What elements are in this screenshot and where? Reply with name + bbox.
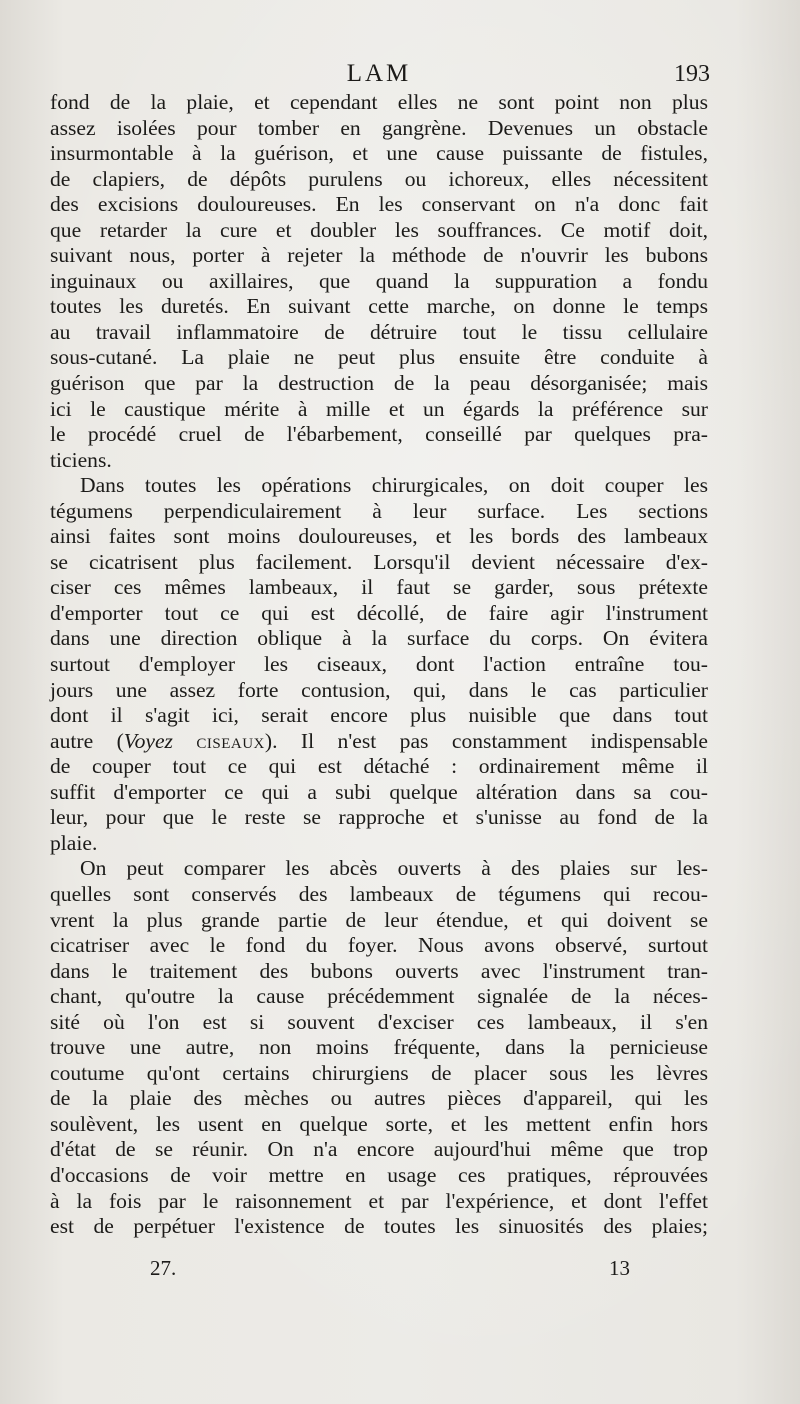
text-line: ciser ces mêmes lambeaux, il faut se garder, sous prétexte	[50, 575, 708, 600]
text-line: On peut comparer les abcès ouverts à des plaies sur les-	[80, 856, 708, 881]
text-line: sous-cutané. La plaie ne peut plus ensuite être conduite à	[50, 345, 708, 370]
text-line: ticiens.	[50, 447, 112, 472]
gathering-mark: 13	[609, 1256, 630, 1280]
text-line: à la fois par le raisonnement et par l'expérience, et dont l'effet	[50, 1188, 708, 1213]
text-line: surtout d'employer les ciseaux, dont l'action entraîne tou-	[50, 652, 708, 677]
text-line: quelles sont conservés des lambeaux de tégumens qui recou-	[50, 881, 708, 906]
text-line: sité où l'on est si souvent d'exciser ces lambeaux, il s'en	[50, 1009, 708, 1034]
ref-before: autre (	[50, 728, 124, 753]
text-line: insurmontable à la guérison, et une cause puissante de fistules,	[50, 141, 708, 166]
text-line: inguinaux ou axillaires, que quand la suppuration a fondu	[50, 268, 708, 293]
body-text	[50, 90, 708, 1240]
text-line: d'occasions de voir mettre en usage ces pratiques, réprouvées	[50, 1162, 708, 1187]
paragraph	[50, 473, 708, 856]
running-head: LAM	[346, 60, 412, 87]
text-line: suivant nous, porter à rejeter la méthode de n'ouvrir les bubons	[50, 243, 708, 268]
page-footer	[150, 1256, 630, 1286]
text-line: fond de la plaie, et cependant elles ne sont point non plus	[50, 90, 708, 114]
text-line: tégumens perpendiculairement à leur surface. Les sections	[50, 498, 708, 523]
text-line: de couper tout ce qui est détaché : ordinairement même il	[50, 754, 708, 779]
text-line: de clapiers, de dépôts purulens ou ichoreux, elles nécessitent	[50, 166, 708, 191]
text-line: vrent la plus grande partie de leur étendue, et qui doivent se	[50, 907, 708, 932]
signature-mark: 27.	[150, 1256, 177, 1280]
text-line: assez isolées pour tomber en gangrène. Devenues un obstacle	[50, 115, 708, 140]
ciseaux-reference: ciseaux	[196, 728, 265, 753]
text-line: ici le caustique mérite à mille et un égards la préférence sur	[50, 396, 708, 421]
text-line: au travail inflammatoire de détruire tout le tissu cellulaire	[50, 319, 708, 344]
text-line: de la plaie des mèches ou autres pièces d'appareil, qui les	[50, 1086, 708, 1111]
text-line: dans une direction oblique à la surface du corps. On évitera	[50, 626, 708, 651]
ref-after: ). Il n'est pas constamment indispensable	[264, 728, 708, 753]
paragraph	[50, 856, 708, 1239]
paragraph	[50, 90, 708, 473]
text-line: soulèvent, les usent en quelque sorte, et les mettent enfin hors	[50, 1111, 708, 1136]
text-line: dans le traitement des bubons ouverts avec l'instrument tran-	[50, 958, 708, 983]
text-line: coutume qu'ont certains chirurgiens de placer sous les lèvres	[50, 1060, 708, 1085]
text-line: chant, qu'outre la cause précédemment signalée de la néces-	[50, 984, 708, 1009]
voyez-reference: Voyez	[123, 728, 173, 753]
text-line: trouve une autre, non moins fréquente, dans la pernicieuse	[50, 1035, 708, 1060]
text-line: jours une assez forte contusion, qui, dans le cas particulier	[50, 677, 708, 702]
text-line: leur, pour que le reste se rapproche et s'unisse au fond de la	[50, 805, 708, 830]
text-line: se cicatrisent plus facilement. Lorsqu'il devient nécessaire d'ex-	[50, 549, 708, 574]
text-line: guérison que par la destruction de la peau désorganisée; mais	[50, 371, 708, 396]
text-line: d'emporter tout ce qui est décollé, de faire agir l'instrument	[50, 600, 708, 625]
text-line: Dans toutes les opérations chirurgicales, on doit couper les	[80, 473, 708, 498]
text-line-with-reference	[50, 729, 708, 755]
text-line: toutes les duretés. En suivant cette marche, on donne le temps	[50, 294, 708, 319]
text-line: plaie.	[50, 830, 98, 855]
page-header	[48, 58, 710, 92]
text-line: des excisions douloureuses. En les conservant on n'a donc fait	[50, 192, 708, 217]
text-line: que retarder la cure et doubler les souffrances. Ce motif doit,	[50, 217, 708, 242]
text-line: dont il s'agit ici, serait encore plus nuisible que dans tout	[50, 703, 708, 728]
text-line: suffit d'emporter ce qui a subi quelque altération dans sa cou-	[50, 779, 708, 804]
text-line: ainsi faites sont moins douloureuses, et les bords des lambeaux	[50, 524, 708, 549]
text-line: est de perpétuer l'existence de toutes les sinuosités des plaies;	[50, 1214, 708, 1239]
text-line: cicatriser avec le fond du foyer. Nous avons observé, surtout	[50, 933, 708, 958]
text-line: le procédé cruel de l'ébarbement, conseillé par quelques pra-	[50, 422, 708, 447]
text-line: d'état de se réunir. On n'a encore aujourd'hui même que trop	[50, 1137, 708, 1162]
page-number: 193	[674, 61, 710, 87]
